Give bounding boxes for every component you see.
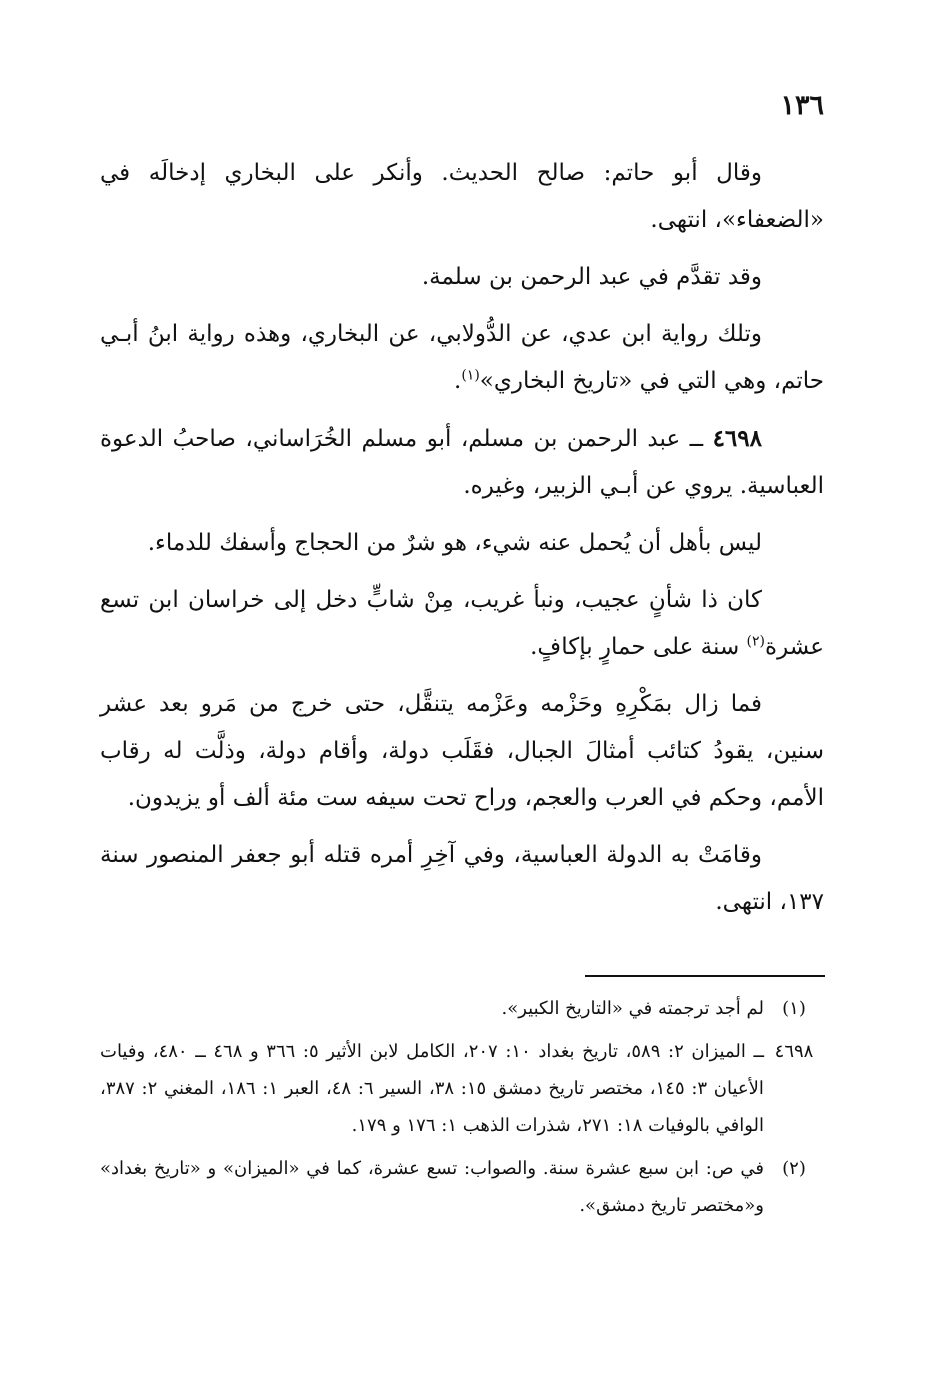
entry-text: ــ عبد الرحمن بن مسلم، أبو مسلم الخُرَاساني، صاحبُ الدعوة العباسية. يروي عن أبـي الزبير، وغيره. (100, 426, 824, 499)
footnote-marker: (١) (461, 367, 480, 384)
paragraph-text: كان ذا شأنٍ عجيب، ونبأ غريب، مِنْ شابٍّ دخل إلى خراسان ابن تسع عشرة (100, 587, 824, 660)
main-text (100, 150, 824, 936)
footnote-label: ٤٦٩٨ (774, 1041, 814, 1062)
footnotes (100, 990, 824, 1230)
entry-number: ٤٦٩٨ (712, 425, 762, 452)
footnote-text: ــ الميزان ٢: ٥٨٩، تاريخ بغداد ١٠: ٢٠٧، الكامل لابن الأثير ٥: ٣٦٦ و ٤٦٨ ــ ٤٨٠، وفيات الأعيان ٣: ١٤٥، مختصر تاريخ دمشق ١٥: ٣٨، السير ٦: ٤٨، العبر ١: ١٨٦، المغني ٢: ٣٨٧، الوافي بالوفيات ١٨: ٢٧١، شذرات الذهب ١: ١٧٦ و ١٧٩. (100, 1041, 764, 1136)
footnote-label: (٢) (782, 1158, 806, 1179)
paragraph (100, 520, 824, 567)
biography-entry (100, 415, 824, 510)
footnote (100, 1150, 824, 1224)
paragraph (100, 150, 824, 244)
footnote-label: (١) (782, 998, 806, 1019)
footnote-marker: (٢) (746, 633, 766, 650)
footnote-text: في ص: ابن سبع عشرة سنة. والصواب: تسع عشرة، كما في «الميزان» و «تاريخ بغداد» و«مختصر تاريخ دمشق». (100, 1158, 764, 1216)
footnote (100, 1033, 824, 1144)
paragraph-text: سنة على حمارٍ بإكافٍ. (530, 634, 747, 660)
paragraph-text: . (454, 368, 462, 394)
paragraph (100, 311, 824, 405)
paragraph (100, 832, 824, 926)
paragraph-text: ليس بأهل أن يُحمل عنه شيء، هو شرٌ من الحجاج وأسفك للدماء. (147, 530, 762, 556)
paragraph (100, 681, 824, 822)
paragraph-text: وقد تقدَّم في عبد الرحمن بن سلمة. (421, 264, 762, 290)
footnote-text: لم أجد ترجمته في «التاريخ الكبير». (501, 998, 764, 1019)
paragraph-text: وقال أبو حاتم: صالح الحديث. وأنكر على البخاري إدخالَه في «الضعفاء»، انتهى. (100, 160, 824, 233)
paragraph (100, 577, 824, 671)
paragraph-text: فما زال بمَكْرِهِ وحَزْمه وعَزْمه يتنقَّل، حتى خرج من مَرو بعد عشر سنين، يقودُ كتائب أمثالَ الجبال، فقَلَب دولة، وأقام دولة، وذلَّت له رقاب الأمم، وحكم في العرب والعجم، وراح تحت سيفه ست مئة ألف أو يزيدون. (100, 691, 824, 811)
footnote-divider (585, 975, 825, 977)
paragraph (100, 254, 824, 301)
page-number: ١٣٦ (780, 90, 824, 121)
footnote (100, 990, 824, 1027)
paragraph-text: وتلك رواية ابن عدي، عن الدُّولابي، عن البخاري، وهذه رواية ابنُ أبـي حاتم، وهي التي في «تاريخ البخاري» (100, 321, 824, 394)
paragraph-text: وقامَتْ به الدولة العباسية، وفي آخِرِ أمره قتله أبو جعفر المنصور سنة ١٣٧، انتهى. (100, 842, 824, 915)
